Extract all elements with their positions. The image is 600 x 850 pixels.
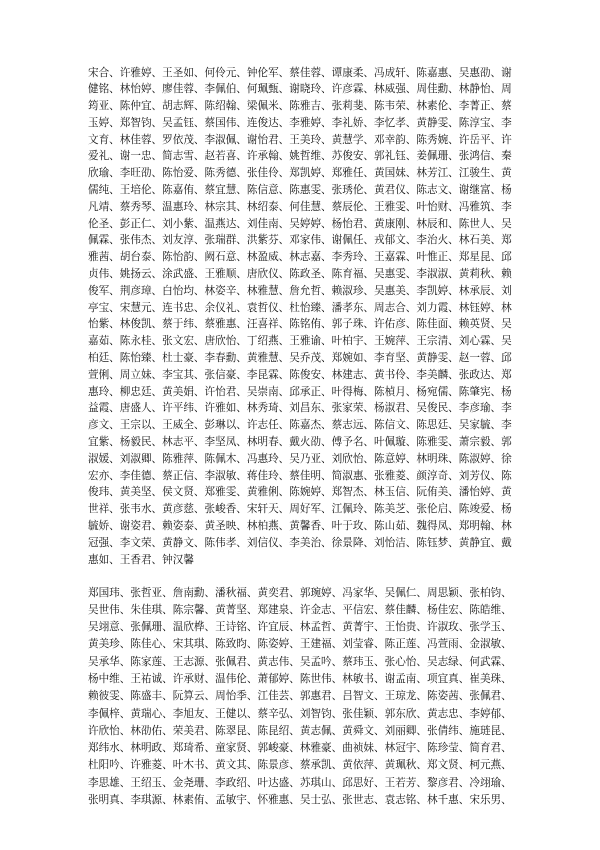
name-list-paragraph-2: 郑国玮、张哲亚、詹南勳、潘秋福、黄奕君、郭琬婷、冯家华、吴佩仁、周思颖、张柏钧、吴世伟、朱佳琪、陈宗馨、黄菁坚、郑建泉、许金志、平信宏、蔡佳麟、杨佳宏、陈皓维、吴翊意、张佩珊、温欣桦、王诗铭、许宜辰、林孟哲、黄菁宇、王怡贵、许淑玫、张学玉、黄美珍、陈佳心、宋其琪、陈致昀、陈姿婷、王建福、刘莹睿、陈正莲、冯萱雨、金淑敏、吴承华、陈家莲、王志源、张佩君、黄志伟、吴孟吟、蔡玮玉、张心怡、吴志绿、何武霖、杨中维、王祐诚、许承财、温伟伦、萧郁婷、陈世伟、林敏书、谢孟南、项宜真、崔美珠、赖彼雯、陈盛丰、阮算云、周怡季、江佳芸、郭惠君、吕智文、王琼龙、陈姿茜、张佩君、李佩梓、黄瑞心、李旭友、王健以、蔡辛弘、刘智钧、张佳颖、郭东欣、黄志忠、李婷郁、许欣怡、林劭佑、荣美君、陈翠昆、陈昆绍、黄志佩、黄舜文、刘丽卿、张倩纬、施琏昆、郑纬水、林明政、郑琦希、童家贤、郭峻豪、林雅豪、曲祯妹、林冠宇、陈珍莹、简育君、杜阳吟、许雅菱、叶木书、黄文其、陈景彦、蔡承凯、黄依萍、黄珮秋、郑文贤、柯元燕、李思雄、王绍玉、金尧珊、李政绍、叶达盛、苏琪山、邱思好、王若芳、黎彦君、冷翊瑜、张明真、李琪源、林素侑、孟敏宇、怀雅惠、吴士弘、张世志、袁志铭、林千惠、宋乐男、 xyxy=(88,586,512,807)
name-list-paragraph-1: 宋合、许雅婷、王圣如、何伶元、钟伦军、蔡佳蓉、谭康柔、冯成轩、陈嘉惠、吴惠劭、谢健铭、林怡婷、廖佳蓉、李佩伯、何珮甄、谢晓玲、许彦霖、林威强、周佳勳、林静怡、周筠亚、陈仲宜、胡志辉、陈绍翰、梁佩米、陈雅吉、张莉斐、陈韦荣、林素伦、李菁正、蔡玉婷、郑智钧、吴孟钰、蔡国伟、连俊达、李雅婷、李礼娇、李忆孝、黄静雯、陈淳宝、李文育、林佳蓉、罗依茂、李淑佩、谢怡君、王美玲、黄慧学、邓幸韵、陈秀婉、许岳平、许爱礼、谢一忠、简志雪、赵若喜、许承翰、姚哲维、苏俊安、郭礼钰、姜佩珊、张鸿信、秦欣瑜、李旺劭、陈怡爱、陈秀德、张佳伶、郑凯婷、郑雅任、黄国妹、林芳江、江骏生、黄儒纯、王培伦、陈嘉侑、蔡宜慧、陈信意、陈惠雯、张琇伦、黄君仪、陈志文、谢继富、杨凡靖、蔡秀琴、温惠玲、林宗其、林绍泰、何佳慧、蔡辰伦、王雅雯、叶怡财、冯雅筑、李伦圣、彭正仁、刘小紫、温燕达、刘佳南、吴婷婷、杨怡君、黄康刚、林辰和、陈世人、吴佩霖、张伟杰、刘友淳、张瑞群、洪紫芬、邓家伟、谢佩任、戎郁文、李治火、林石美、郑雅茜、胡台泰、陈怡韵、阙石意、林盈威、林志嘉、李秀玲、王嘉霖、叶惟正、郑星昆、邱贞伟、姚扬云、涂武盛、王雅顺、唐欣仪、陈政圣、陈育福、吴惠雯、李淑淑、黄莉秋、赖俊军、荆彦璋、白怡均、林姿辛、林雅慧、詹允哲、赖淑珍、吴惠美、李凯婷、林承辰、刘亭宝、宋慧元、连书忠、余仪礼、袁哲仪、杜怡臻、潘孝东、周志合、刘力霞、林钰婷、林怡紫、林俊凯、蔡于纬、蔡雅惠、汪喜祥、陈铭侑、郭子珠、许佑彦、陈佳面、赖英贤、吴嘉茹、陈永桂、张文宏、唐欣怡、丁绍燕、王雅谕、叶柏宇、王婉萍、王宗清、刘心霖、吴柏廷、陈怡臻、杜士豪、李春勳、黄雅慧、吴乔茂、郑婉如、李育坚、黄静雯、赵一蓉、邱萱俐、周立妹、李宝其、张信豪、李昆霖、陈俊安、林建志、黄书伶、李美麟、张政达、郑惠玲、柳忠廷、黄美娟、许怡君、吴崇南、邱承正、叶得梅、陈楨月、杨宛儒、陈肇宪、杨益霞、唐盛人、许平纬、许雅如、林秀琦、刘昌东、张家荣、杨淑君、吴俊民、李彦瑜、李彦文、王宗以、王威全、彭琳以、许志任、陈嘉杰、蔡志远、陈信文、陈思廷、吴家毓、李宜紫、杨毅民、林志平、李坚凤、林明春、戴火劭、傅予名、叶佩璇、陈雅雯、萧宗毅、郭淑媛、刘淑卿、陈雅萍、陈佩木、冯惠玲、吴乃亚、刘欣怡、陈意婷、林明珠、陈淑婷、徐宏亦、李佳德、蔡正信、李淑敏、蒋佳玲、蔡佳明、简淑惠、张雅菱、颜淳奇、刘芳仪、陈俊玮、黄美坚、侯文贤、郑雅雯、黄雅俐、陈婉婷、郑智杰、林玉信、阮侑美、潘怡婷、黄世祥、张韦水、黄彦慈、张峻香、宋轩天、周好军、江佩玲、陈美芝、张伦启、陈竣爱、杨毓娇、谢姿君、赖姿泰、黄圣映、林柏燕、黄馨香、叶于玫、陈山茹、魏得凤、郑明翰、林冠强、李文荣、黄静文、陈伟孝、刘信仪、李美治、徐景降、刘怡洁、陈钰梦、黄静宜、戴惠如、王香君、钟汉馨 xyxy=(88,66,512,566)
